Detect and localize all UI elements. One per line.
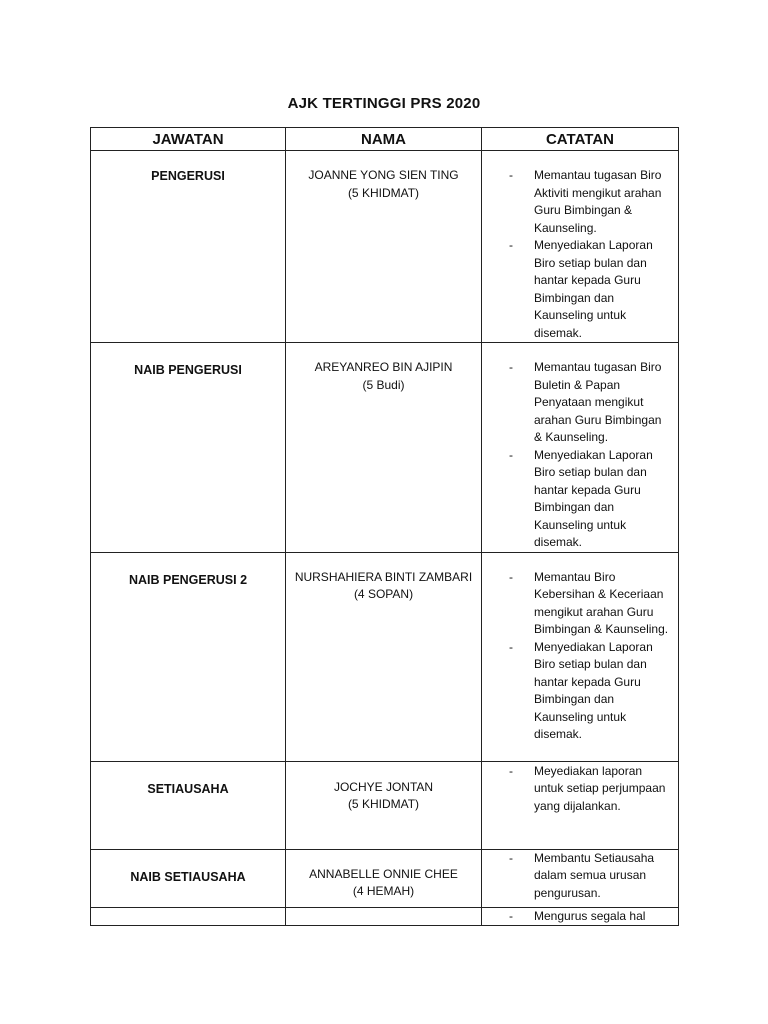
catatan-cell — [482, 343, 679, 553]
table-row — [91, 849, 679, 907]
catatan-cell — [482, 552, 679, 761]
member-class: (5 Budi) — [362, 377, 405, 392]
catatan-cell — [482, 907, 679, 926]
member-name: JOCHYE JONTAN — [333, 779, 434, 794]
note-item: - Menyediakan Laporan Biro setiap bulan dan hantar kepada Guru Bimbingan dan Kaunseling untuk disemak. — [482, 447, 678, 552]
notes-list — [482, 908, 678, 926]
notes-list — [482, 359, 678, 552]
note-item: - Memantau tugasan Biro Aktiviti mengikut arahan Guru Bimbingan & Kaunseling. — [482, 167, 678, 237]
table-row — [91, 761, 679, 849]
jawatan-cell — [91, 907, 286, 926]
table-row — [91, 552, 679, 761]
table-row — [91, 151, 679, 343]
catatan-cell — [482, 849, 679, 907]
note-item: - Menyediakan Laporan Biro setiap bulan dan hantar kepada Guru Bimbingan dan Kaunseling untuk disemak. — [482, 639, 678, 744]
nama-cell — [286, 343, 482, 553]
document-title: AJK TERTINGGI PRS 2020 — [287, 95, 481, 112]
notes-list — [482, 569, 678, 744]
nama-cell — [286, 907, 482, 926]
member-class: (5 KHIDMAT) — [347, 797, 420, 811]
note-item: - Memantau Biro Kebersihan & Keceriaan mengikut arahan Guru Bimbingan & Kaunseling. — [482, 569, 678, 639]
note-item: - Meyediakan laporan untuk setiap perjumpaan yang dijalankan. — [482, 763, 678, 816]
member-name: NURSHAHIERA BINTI ZAMBARI — [294, 569, 473, 584]
nama-cell — [286, 552, 482, 761]
nama-cell — [286, 849, 482, 907]
jawatan-label: NAIB SETIAUSAHA — [130, 869, 246, 884]
table-row — [91, 907, 679, 926]
member-class: (4 HEMAH) — [352, 884, 415, 898]
jawatan-cell — [91, 151, 286, 343]
jawatan-label: PENGERUSI — [151, 169, 225, 183]
jawatan-cell — [91, 343, 286, 553]
note-item: - Mengurus segala hal — [482, 908, 678, 926]
jawatan-cell — [91, 552, 286, 761]
member-name: JOANNE YONG SIEN TING — [308, 168, 459, 182]
nama-cell — [286, 761, 482, 849]
notes-list — [482, 763, 678, 816]
member-name: AREYANREO BIN AJIPIN — [314, 360, 453, 374]
note-item: - Membantu Setiausaha dalam semua urusan pengurusan. — [482, 850, 678, 903]
header-catatan: CATATAN — [482, 128, 679, 151]
nama-cell — [286, 151, 482, 343]
note-item: - Memantau tugasan Biro Buletin & Papan Penyataan mengikut arahan Guru Bimbingan & Kaunseling. — [482, 359, 678, 447]
jawatan-cell — [91, 761, 286, 849]
member-class: (5 KHIDMAT) — [347, 185, 420, 200]
header-nama: NAMA — [286, 128, 482, 151]
notes-list — [482, 167, 678, 342]
table-header-row — [91, 128, 679, 151]
jawatan-label: SETIAUSAHA — [147, 781, 229, 796]
member-class: (4 SOPAN) — [353, 587, 414, 601]
jawatan-label: NAIB PENGERUSI 2 — [128, 572, 248, 587]
notes-list — [482, 850, 678, 903]
member-name: ANNABELLE ONNIE CHEE — [309, 866, 458, 881]
catatan-cell — [482, 151, 679, 343]
committee-table — [90, 127, 679, 926]
catatan-cell — [482, 761, 679, 849]
note-item: - Menyediakan Laporan Biro setiap bulan dan hantar kepada Guru Bimbingan dan Kaunseling untuk disemak. — [482, 237, 678, 342]
jawatan-label: NAIB PENGERUSI — [134, 363, 242, 377]
jawatan-cell — [91, 849, 286, 907]
header-jawatan: JAWATAN — [91, 128, 286, 151]
table-row — [91, 343, 679, 553]
